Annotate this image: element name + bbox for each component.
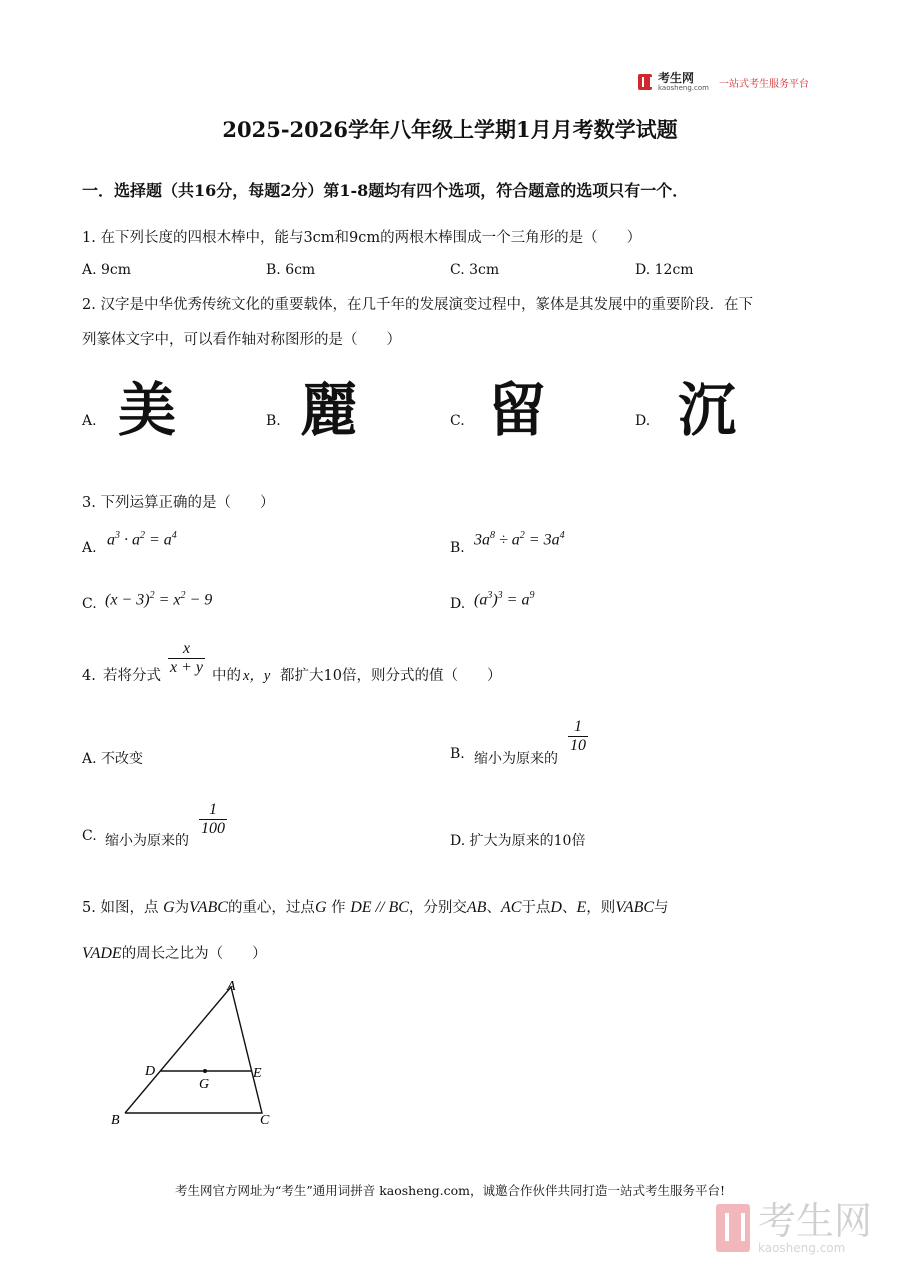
label-g: G <box>199 1077 210 1092</box>
watermark-logo-icon <box>716 1204 750 1252</box>
q4-option-b-label: B. <box>450 746 465 762</box>
question-5-line-2 <box>82 944 267 964</box>
q1-option-d: D. 12cm <box>635 262 694 278</box>
question-4-fraction <box>168 640 205 677</box>
q4-option-c-label: C. <box>82 828 97 844</box>
q5-text-e: ，分别交 <box>408 900 467 916</box>
brand-domain: kaosheng.com <box>658 84 709 92</box>
q4-option-c-text: 缩小为原来的 <box>105 833 189 849</box>
q3-option-c-formula: $(x - 3)^2 = x^2 - 9$ <box>105 590 213 609</box>
q5-text-f: 、 <box>486 900 501 916</box>
q3-option-b-formula: $3a^8 \div a^2 = 3a^4$ <box>474 530 565 549</box>
watermark-name: 考生网 <box>758 1199 873 1243</box>
brand-text <box>658 72 709 92</box>
seal-glyph-b: 麗 <box>300 376 359 444</box>
question-4-mid: 中的 <box>212 668 241 684</box>
watermark <box>716 1201 872 1255</box>
q4-option-c-fraction <box>199 801 227 838</box>
q1-option-c: C. 3cm <box>450 262 500 278</box>
q5-point-g: G <box>163 899 175 916</box>
q5-text-b: 为 <box>174 900 190 916</box>
q5-text-g: 于点 <box>521 900 551 916</box>
q5-text-d: 作 <box>331 900 346 916</box>
centroid-point <box>203 1069 207 1073</box>
question-4-number: 4. <box>82 668 96 684</box>
footer-notice: 考生网官方网址为“考生”通用词拼音 kaosheng.com，诚邀合作伙伴共同打造一站式考生服务平台! <box>174 1183 726 1198</box>
q2-option-b-label: B. <box>266 413 281 429</box>
q2-option-c-label: C. <box>450 413 465 429</box>
q5-segment-ab: AB <box>466 899 487 916</box>
question-3: 3. 下列运算正确的是（ ） <box>82 495 275 511</box>
triangle-figure <box>100 970 290 1135</box>
q5-text-j: 与 <box>654 900 669 916</box>
frac-denominator: x + y <box>170 659 203 676</box>
frac-denominator: 10 <box>570 737 586 754</box>
frac-numerator: 1 <box>568 718 588 737</box>
q5-parallel: DE // BC <box>350 899 409 916</box>
question-4-post: 都扩大10倍，则分式的值（ ） <box>280 668 502 684</box>
label-a: A <box>227 979 236 994</box>
question-4-vars: x，y <box>243 668 271 684</box>
q3-option-b-label: B. <box>450 540 465 556</box>
question-2-line-1: 2. 汉字是中华优秀传统文化的重要载体，在几千年的发展演变过程中，篆体是其发展中的重要阶段．在下 <box>82 297 753 313</box>
q3-option-a-formula: $a^3 \cdot a^2 = a^4$ <box>107 530 177 549</box>
question-4-pre: 若将分式 <box>103 668 161 684</box>
frac-numerator: 1 <box>199 801 227 820</box>
q4-option-b-fraction <box>568 718 588 755</box>
q1-option-a: A. 9cm <box>82 262 132 278</box>
label-b: B <box>111 1113 120 1128</box>
q5-triangle-ade: VADE <box>82 945 122 962</box>
q5-triangle-abc-2: VABC <box>615 899 655 916</box>
q5-text-a: 5. 如图，点 <box>82 900 159 916</box>
q1-option-b: B. 6cm <box>266 262 316 278</box>
brand-header <box>638 72 809 92</box>
q5-text-c: 的重心，过点 <box>227 900 315 916</box>
brand-slogan: 一站式考生服务平台 <box>718 78 809 90</box>
triangle-abc <box>125 987 262 1113</box>
q5-text-ratio: 的周长之比为（ ） <box>121 946 267 962</box>
label-d: D <box>145 1064 156 1079</box>
q4-option-a: A. 不改变 <box>82 751 144 767</box>
seal-glyph-d: 沉 <box>678 376 737 444</box>
q4-option-b-text: 缩小为原来的 <box>474 751 558 767</box>
q5-point-d: D <box>550 899 562 916</box>
q3-option-d-label: D. <box>450 596 466 612</box>
label-c: C <box>260 1113 270 1128</box>
question-1: 1. 在下列长度的四根木棒中，能与3cm和9cm的两根木棒围成一个三角形的是（ ） <box>82 230 642 246</box>
q2-option-d-label: D. <box>635 413 651 429</box>
q3-option-c-label: C. <box>82 596 97 612</box>
brand-logo-icon <box>638 74 652 90</box>
seal-glyph-a: 美 <box>118 376 177 444</box>
q4-option-d: D. 扩大为原来的10倍 <box>450 833 586 849</box>
q5-point-g-2: G <box>314 899 327 916</box>
frac-denominator: 100 <box>201 820 225 837</box>
q5-point-e: E <box>576 899 587 916</box>
q5-text-i: ，则 <box>586 900 616 916</box>
q3-option-d-formula: $(a^3)^3 = a^9$ <box>474 590 535 609</box>
q5-segment-ac: AC <box>500 899 522 916</box>
q5-triangle-abc: VABC <box>189 899 228 916</box>
watermark-domain: kaosheng.com <box>758 1241 846 1255</box>
page-title: 2025-2026学年八年级上学期1月月考数学试题 <box>222 117 678 142</box>
question-2-line-2: 列篆体文字中，可以看作轴对称图形的是（ ） <box>82 332 401 348</box>
q2-option-a-label: A. <box>82 413 97 429</box>
q5-text-h: 、 <box>561 900 577 916</box>
section-heading: 一．选择题（共16分，每题2分）第1-8题均有四个选项，符合题意的选项只有一个． <box>82 181 689 200</box>
question-5-line-1 <box>82 898 669 918</box>
label-e: E <box>253 1066 262 1081</box>
seal-glyph-c: 留 <box>488 376 547 444</box>
q3-option-a-label: A. <box>82 540 97 556</box>
brand-name: 考生网 <box>658 71 695 85</box>
frac-numerator: x <box>168 640 205 659</box>
